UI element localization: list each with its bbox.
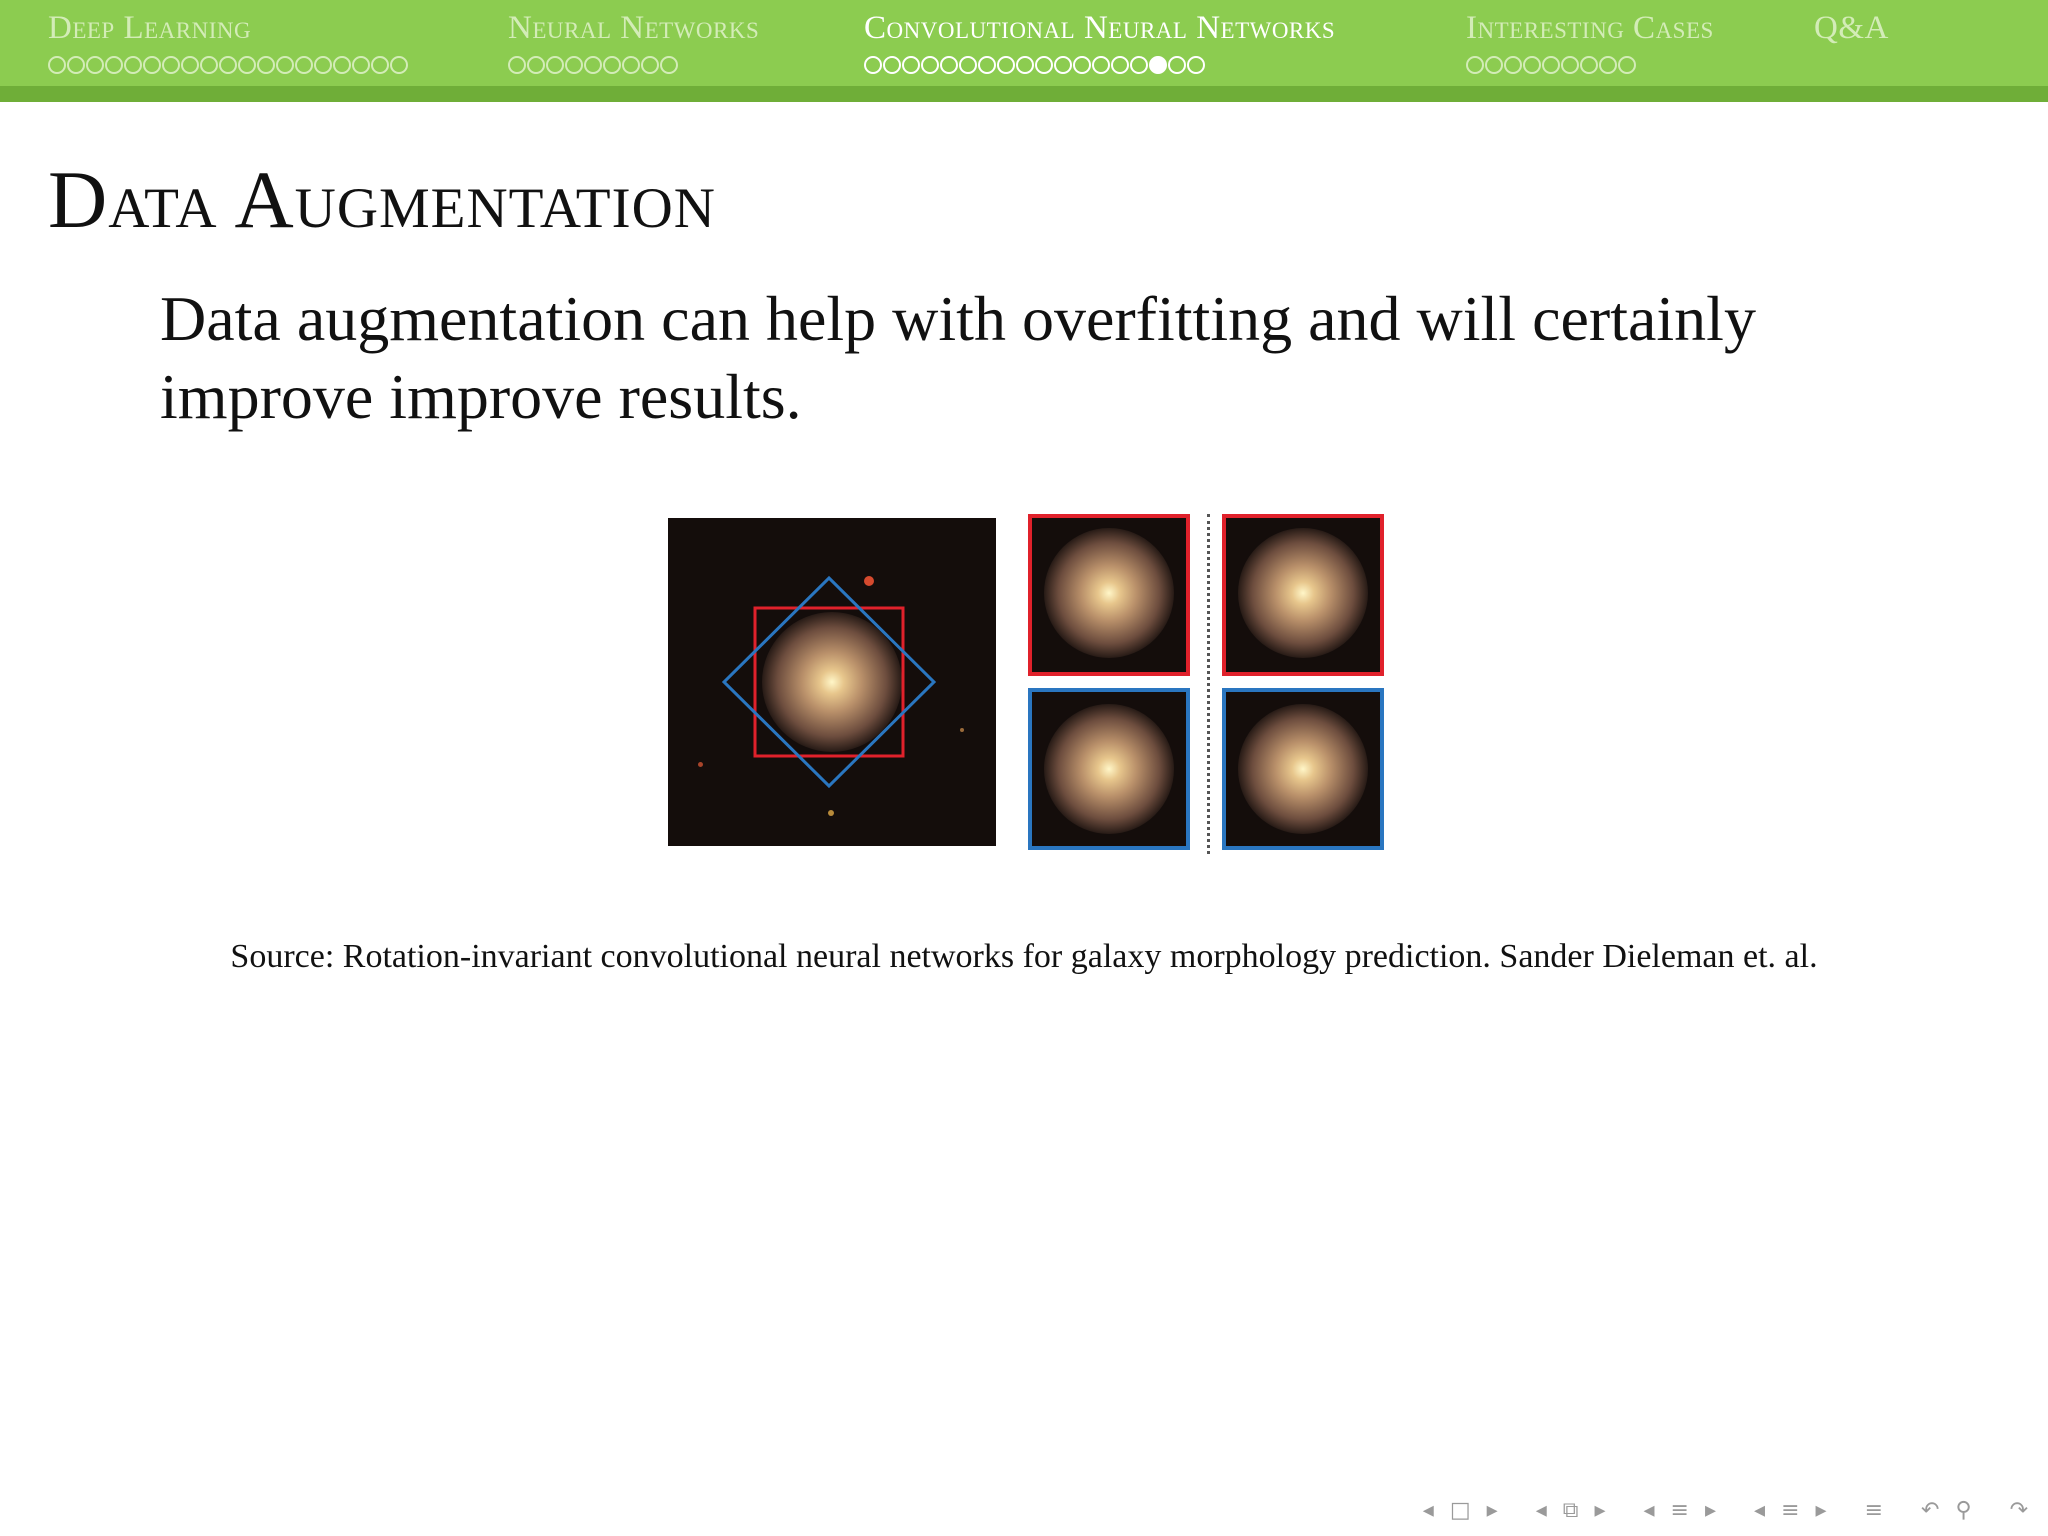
frame-dot[interactable] [883, 56, 901, 74]
blue-crop-left [1028, 688, 1190, 850]
frame-dot[interactable] [1504, 56, 1522, 74]
frame-dot[interactable] [1466, 56, 1484, 74]
slide-body-text: Data augmentation can help with overfitting and will certainly improve improve results. [160, 283, 1756, 432]
search-icon[interactable]: ⚲ [1955, 1498, 1972, 1523]
current-frame-dot[interactable] [1149, 56, 1167, 74]
frame-dot[interactable] [371, 56, 389, 74]
augmentation-figure [668, 514, 1388, 854]
back-icon[interactable]: ↶ [1921, 1498, 1940, 1523]
frame-dot[interactable] [864, 56, 882, 74]
frame-dot[interactable] [390, 56, 408, 74]
prev-section-icon[interactable]: ◂ [1754, 1498, 1766, 1523]
frame-dot[interactable] [1599, 56, 1617, 74]
frame-dot[interactable] [105, 56, 123, 74]
frame-dot[interactable] [1130, 56, 1148, 74]
galaxy [1238, 528, 1368, 658]
nav-section-title[interactable]: Deep Learning [48, 10, 252, 46]
next-subsection-icon[interactable]: ▸ [1704, 1498, 1717, 1523]
frame-dots [508, 54, 759, 76]
nav-section-neural-networks[interactable] [508, 6, 759, 76]
frame-dot[interactable] [1092, 56, 1110, 74]
frame-dot[interactable] [162, 56, 180, 74]
frame-dot[interactable] [546, 56, 564, 74]
nav-section-convolutional-neural-networks[interactable] [864, 6, 1335, 76]
slide-title: Data Augmentation [48, 154, 716, 245]
frame-dot[interactable] [959, 56, 977, 74]
next-slide-icon[interactable]: ▸ [1486, 1498, 1498, 1523]
section-navigation-bar [0, 0, 2048, 86]
subsection-icon[interactable]: ≡ [1670, 1498, 1689, 1523]
frame-dot[interactable] [333, 56, 351, 74]
beamer-navigation-controls [1423, 1496, 2028, 1526]
nav-section-title[interactable]: Convolutional Neural Networks [864, 10, 1336, 46]
frame-dot[interactable] [1618, 56, 1636, 74]
prev-subsection-icon[interactable]: ◂ [1643, 1498, 1655, 1523]
frame-dot[interactable] [527, 56, 545, 74]
dotted-divider [1207, 514, 1210, 854]
nav-section-title[interactable]: Neural Networks [508, 10, 760, 46]
section-icon[interactable]: ≡ [1781, 1498, 1800, 1523]
document-icon[interactable]: ≡ [1864, 1498, 1883, 1523]
next-frame-icon[interactable]: ▸ [1594, 1498, 1606, 1523]
frame-dot[interactable] [1035, 56, 1053, 74]
frame-dot[interactable] [1542, 56, 1560, 74]
red-crop-left [1028, 514, 1190, 676]
frame-dot[interactable] [584, 56, 602, 74]
frame-dot[interactable] [1168, 56, 1186, 74]
frame-dot[interactable] [48, 56, 66, 74]
frame-dot[interactable] [1187, 56, 1205, 74]
slide-frame-icon[interactable]: □ [1449, 1498, 1471, 1523]
figure-source-caption: Source: Rotation-invariant convolutional neural networks for galaxy morphology prediction. Sander Dieleman et. al. [230, 938, 1818, 975]
frame-dot[interactable] [238, 56, 256, 74]
frame-dot[interactable] [1054, 56, 1072, 74]
galaxy [1238, 704, 1368, 834]
frame-dot[interactable] [124, 56, 142, 74]
frame-dot[interactable] [603, 56, 621, 74]
frame-dot[interactable] [641, 56, 659, 74]
frame-dot[interactable] [86, 56, 104, 74]
galaxy [1044, 704, 1174, 834]
frame-dot[interactable] [978, 56, 996, 74]
frame-dot[interactable] [508, 56, 526, 74]
frame-dot[interactable] [902, 56, 920, 74]
nav-section-q-a[interactable] [1814, 6, 1889, 50]
original-galaxy-image [668, 518, 996, 846]
prev-slide-icon[interactable]: ◂ [1422, 1498, 1434, 1523]
frame-dot[interactable] [1561, 56, 1579, 74]
frame-dot[interactable] [200, 56, 218, 74]
frame-dot[interactable] [181, 56, 199, 74]
galaxy [1044, 528, 1174, 658]
frame-dot[interactable] [276, 56, 294, 74]
frame-dot[interactable] [1016, 56, 1034, 74]
frame-dots [1466, 54, 1714, 76]
frame-dot[interactable] [1111, 56, 1129, 74]
frame-dot[interactable] [622, 56, 640, 74]
nav-section-deep-learning[interactable] [48, 6, 408, 76]
frame-dot[interactable] [660, 56, 678, 74]
frame-dot[interactable] [143, 56, 161, 74]
nav-section-interesting-cases[interactable] [1466, 6, 1714, 76]
prev-frame-icon[interactable]: ◂ [1535, 1498, 1547, 1523]
frame-dot[interactable] [257, 56, 275, 74]
forward-icon[interactable]: ↷ [2009, 1498, 2028, 1523]
frame-dots [864, 54, 1335, 76]
frame-dot[interactable] [295, 56, 313, 74]
frame-dot[interactable] [1485, 56, 1503, 74]
crop-overlay [668, 518, 996, 846]
nav-section-title[interactable]: Interesting Cases [1466, 10, 1714, 46]
frame-dot[interactable] [67, 56, 85, 74]
frame-dot[interactable] [921, 56, 939, 74]
frame-dots [48, 54, 408, 76]
red-crop-right [1222, 514, 1384, 676]
next-section-icon[interactable]: ▸ [1815, 1498, 1827, 1523]
navigation-strip [0, 86, 2048, 102]
frame-stack-icon[interactable]: ⧉ [1562, 1498, 1579, 1523]
frame-dot[interactable] [940, 56, 958, 74]
frame-dot[interactable] [1523, 56, 1541, 74]
frame-dot[interactable] [1580, 56, 1598, 74]
frame-dot[interactable] [1073, 56, 1091, 74]
blue-crop-right [1222, 688, 1384, 850]
frame-dot[interactable] [314, 56, 332, 74]
frame-dot[interactable] [219, 56, 237, 74]
frame-dot[interactable] [352, 56, 370, 74]
nav-section-title[interactable]: Q&A [1814, 10, 1889, 46]
frame-dot[interactable] [997, 56, 1015, 74]
frame-dot[interactable] [565, 56, 583, 74]
